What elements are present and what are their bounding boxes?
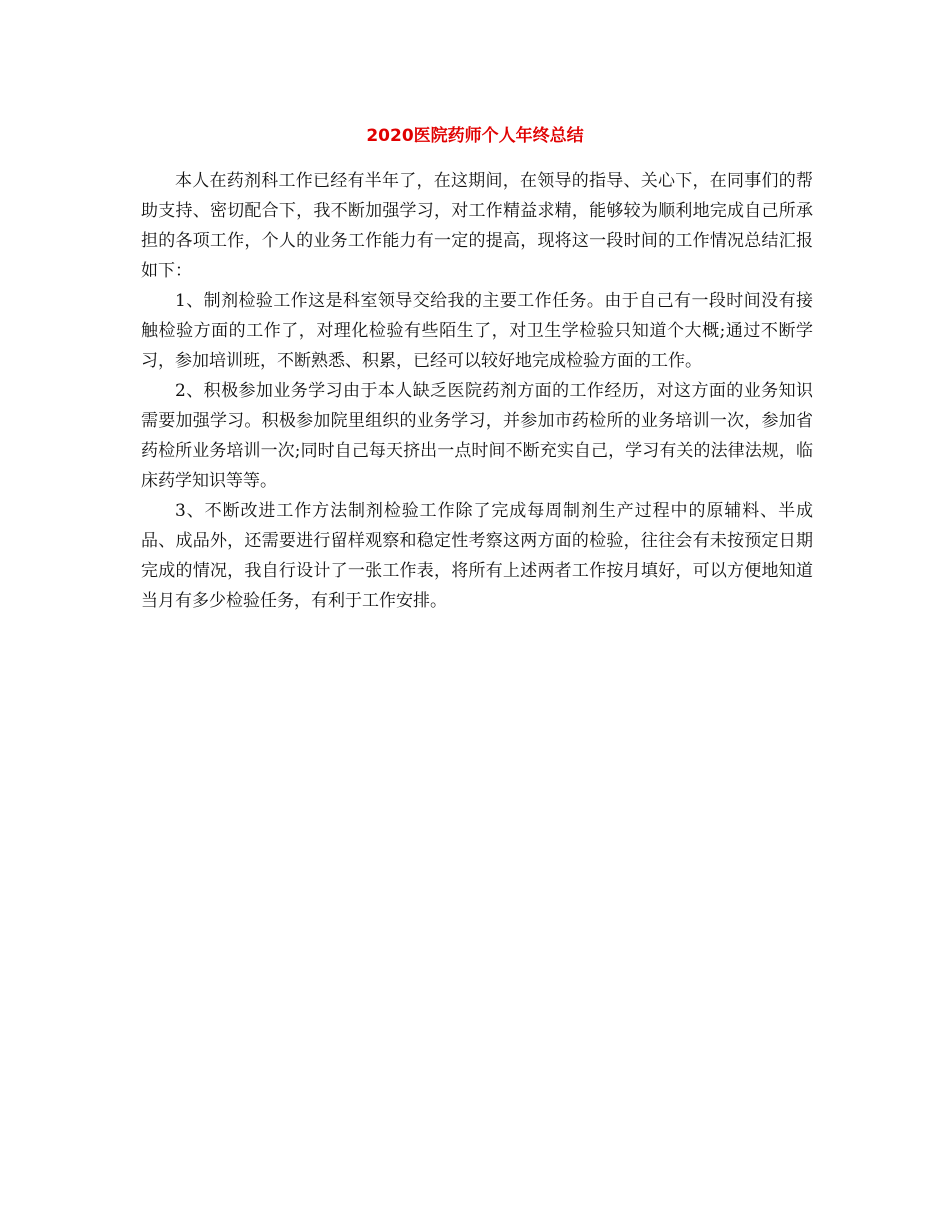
document-body	[141, 166, 813, 616]
section-3-paragraph: 3、不断改进工作方法制剂检验工作除了完成每周制剂生产过程中的原辅料、半成品、成品外，还需要进行留样观察和稳定性考察这两方面的检验，往往会有未按预定日期完成的情况，我自行设计了一张工作表，将所有上述两者工作按月填好，可以方便地知道当月有多少检验任务，有利于工作安排。	[141, 501, 813, 611]
section-2-paragraph: 2、积极参加业务学习由于本人缺乏医院药剂方面的工作经历，对这方面的业务知识需要加强学习。积极参加院里组织的业务学习，并参加市药检所的业务培训一次，参加省药检所业务培训一次;同时自己每天挤出一点时间不断充实自己，学习有关的法律法规，临床药学知识等等。	[141, 381, 813, 491]
section-1-paragraph: 1、制剂检验工作这是科室领导交给我的主要工作任务。由于自己有一段时间没有接触检验方面的工作了，对理化检验有些陌生了，对卫生学检验只知道个大概;通过不断学习，参加培训班，不断熟悉、积累，已经可以较好地完成检验方面的工作。	[141, 291, 813, 371]
document-title: 2020医院药师个人年终总结	[366, 126, 584, 146]
intro-paragraph: 本人在药剂科工作已经有半年了，在这期间，在领导的指导、关心下，在同事们的帮助支持、密切配合下，我不断加强学习，对工作精益求精，能够较为顺利地完成自己所承担的各项工作，个人的业务工作能力有一定的提高，现将这一段时间的工作情况总结汇报如下：	[141, 171, 813, 281]
